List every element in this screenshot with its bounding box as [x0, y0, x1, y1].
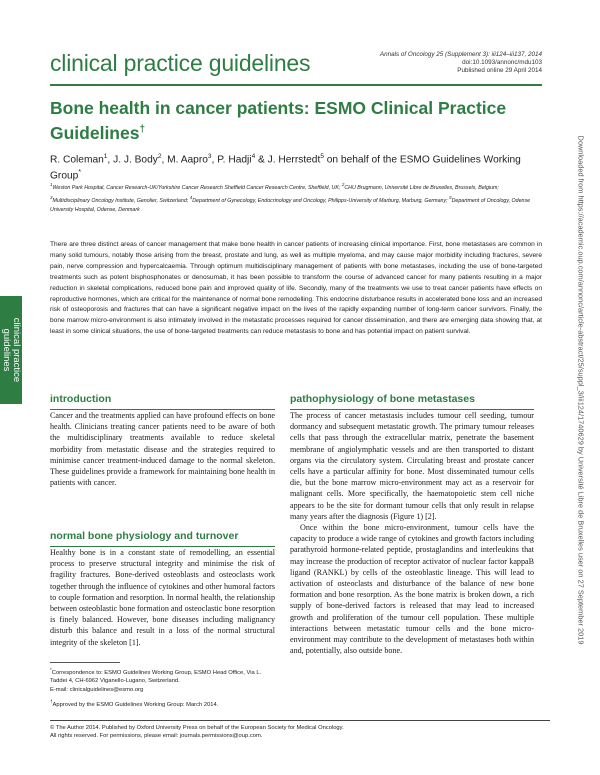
- copyright-notice: [50, 724, 540, 741]
- affiliation: Multidisciplinary Oncology Institute, Genolier, Switzerland;: [52, 197, 190, 204]
- author-separator: ,: [107, 154, 114, 166]
- journal-citation: [380, 51, 542, 76]
- author-name[interactable]: M. Aapro: [167, 154, 208, 166]
- pathophysiology-text: [290, 410, 534, 656]
- author-affil-sup: 5: [320, 153, 324, 160]
- journal-section-title: clinical practice guidelines: [50, 50, 311, 76]
- correspondence-email[interactable]: E-mail: clinicalguidelines@esmo.org: [50, 686, 144, 693]
- side-tab-label: [1, 318, 21, 382]
- paragraph: The process of cancer metastasis includes tumour cell seeding, tumour dormancy and subsequent metastatic growth. The primary tumour releases cells that pass through the extracellular matrix, penetrate the basement membrane of angiolymphatic vessels and are then transported to distant organs via the circulatory system. Circulating breast and prostate cancer cells have a particular affinity for bone. Most disseminated tumour cells die, but the bone marrow micro-environment may act as a reservoir for malignant cells. More specifically, the haematopoietic stem cell niche appears to be the site for dormant tumour cells that only result in relapse many years after the diagnosis (Figure 1) [2].: [290, 411, 534, 521]
- side-tab-line: clinical practice: [11, 317, 22, 383]
- side-tab-line: guidelines: [1, 328, 12, 372]
- approval-footnote: [50, 698, 275, 709]
- citation-line: Annals of Oncology 25 (Supplement 3): iii124–iii137, 2014: [379, 51, 542, 58]
- affil-sup: 2: [341, 182, 345, 187]
- publication-date: Published online 29 April 2014: [457, 67, 542, 75]
- author-affil-sup: 3: [207, 153, 212, 160]
- affiliation: Department of Gynecology, Endocrinology and Oncology, Philipps-University of Marburg, Marburg, Germany;: [192, 197, 450, 204]
- copyright-line: © The Author 2014. Published by Oxford University Press on behalf of the European Society for Medical Oncology.: [50, 725, 344, 731]
- affil-sup: 3: [50, 194, 53, 200]
- affiliation: Weston Park Hospital, Cancer Research-UK/Yorkshire Cancer Research Sheffield Cancer Research Centre, Sheffield, UK;: [52, 184, 342, 191]
- affiliations: [50, 180, 535, 215]
- affiliation: CHU Brugmann, Université Libre de Bruxelles, Brussels, Belgium;: [344, 184, 499, 191]
- author-affil-sup: 1: [103, 153, 108, 160]
- correspondence-star: *: [78, 169, 82, 177]
- section-heading-pathophysiology: pathophysiology of bone metastases: [290, 393, 475, 405]
- section-heading-normal-bone: normal bone physiology and turnover: [50, 530, 239, 542]
- affiliation: Department of Oncology, Odense University Hospital, Odense, Denmark: [50, 197, 531, 213]
- copyright-divider: [50, 720, 550, 721]
- author-separator: ,: [161, 154, 168, 166]
- copyright-line: All rights reserved. For permissions, please email: journals.permissions@oup.com.: [50, 733, 263, 740]
- footnote-dagger: †: [50, 699, 53, 704]
- affil-sup: 1: [50, 182, 53, 187]
- author-name[interactable]: J. J. Body: [113, 154, 158, 166]
- footnote-divider: [50, 662, 120, 663]
- introduction-text: Cancer and the treatments applied can have profound effects on bone health. Clinicians treating cancer patients need to be aware of both the multidisciplinary treatments available to reduce skeletal morbidity from metastatic disease and the strategies required to minimise cancer treatment-induced damage to the normal skeleton. These guidelines provide a framework for maintaining bone health in patients with cancer.: [50, 411, 275, 488]
- author-group-suffix: on behalf of the ESMO Guidelines Working Group: [50, 154, 521, 182]
- author-name[interactable]: J. Herrstedt: [267, 154, 321, 166]
- author-affil-sup: 2: [157, 153, 162, 160]
- doi-link[interactable]: doi:10.1093/annonc/mdu103: [462, 59, 542, 67]
- abstract: There are three distinct areas of cancer management that make bone health in cancer patients of increasing clinical importance. First, bone metastases are common in many solid tumours, notably those arising from the breast, prostate and lung, as well as multiple myeloma, and may cause major morbidity including fractures, severe pain, nerve compression and hypercalcaemia. Through optimum multidisciplinary management of patients with bone metastases, including the use of bone-targeted treatments such as potent bisphosphonates or denosumab, it has been possible to transform the course of advanced cancer for many patients resulting in a major reduction in skeletal complications, reduced bone pain and improved quality of life. Secondly, many of the treatments we use to treat cancer patients have effects on reproductive hormones, which are critical for the maintenance of normal bone remodelling. This endocrine disturbance results in accelerated bone loss and an increased risk of osteoporosis and fractures that can have a significant negative impact on the lives of the rapidly expanding number of long-term cancer survivors. Finally, the bone marrow micro-environment is also intimately involved in the metastatic processes required for cancer dissemination, and there are emerging data showing that, at least in some clinical situations, the use of bone-targeted treatments can reduce metastasis to bone and has potential impact on patient survival.: [50, 241, 542, 336]
- section-side-tab: [0, 296, 22, 404]
- author-separator: ,: [211, 154, 218, 166]
- affil-sup: 4: [189, 194, 193, 200]
- paper-title-text: Bone health in cancer patients: ESMO Clinical Practice Guidelines: [50, 98, 507, 143]
- title-dagger: †: [139, 124, 146, 135]
- section-heading-introduction: introduction: [50, 393, 112, 405]
- normal-bone-text: Healthy bone is in a constant state of remodelling, an essential process to preserve structural integrity and minimise the risk of fragility fractures. Bone-derived osteoblasts and osteoclasts work together through the influence of cytokines and other humoral factors to couple formation and resorption. In normal health, the relationship between osteoblastic bone formation and osteoclastic bone resorption is finely balanced. However, bone diseases including malignancy disturb this balance and result in a loss of the normal structural integrity of the skeleton [1].: [50, 548, 275, 647]
- download-watermark: Downloaded from https://academic.oup.com/annonc/article-abstract/25/suppl_3/iii124/1740629 by Université Libre de Bruxelles user on 27 September 2019: [576, 135, 586, 645]
- approval-text: Approved by the ESMO Guidelines Working Group: March 2014.: [52, 701, 219, 708]
- author-affil-sup: 4: [251, 153, 256, 160]
- author-name[interactable]: R. Coleman: [50, 154, 104, 166]
- correspondence-address: Correspondence to: ESMO Guidelines Working Group, ESMO Head Office, Via L. Taddei 4, CH-6962 Viganello-Lugano, Switzerland.: [50, 669, 262, 685]
- header-divider: [50, 84, 542, 86]
- paragraph: Once within the bone micro-environment, tumour cells have the capacity to produce a wide range of cytokines and growth factors including parathyroid hormone-related peptide, prostaglandins and interleukins that may increase the production of receptor activator of nuclear factor kappaB ligand (RANKL) by cells of the osteoblastic lineage. This will lead to activation of osteoclasts and disturbance of the balance of new bone formation and bone resorption. As the bone matrix is broken down, a rich supply of bone-derived factors is released that may lead to increased growth and proliferation of the tumour cell population. These multiple interactions between metastatic tumour cells and the bone micro-environment may contribute to the development of metastases both within and, potentially, also outside bone.: [290, 523, 534, 656]
- author-list: [50, 150, 530, 183]
- correspondence-footnote: [50, 666, 275, 694]
- author-name[interactable]: P. Hadji: [217, 154, 252, 166]
- affil-sup: 5: [449, 194, 452, 200]
- paper-title: [50, 98, 520, 144]
- author-ampersand: &: [255, 154, 268, 166]
- footnote-star: *: [50, 667, 52, 672]
